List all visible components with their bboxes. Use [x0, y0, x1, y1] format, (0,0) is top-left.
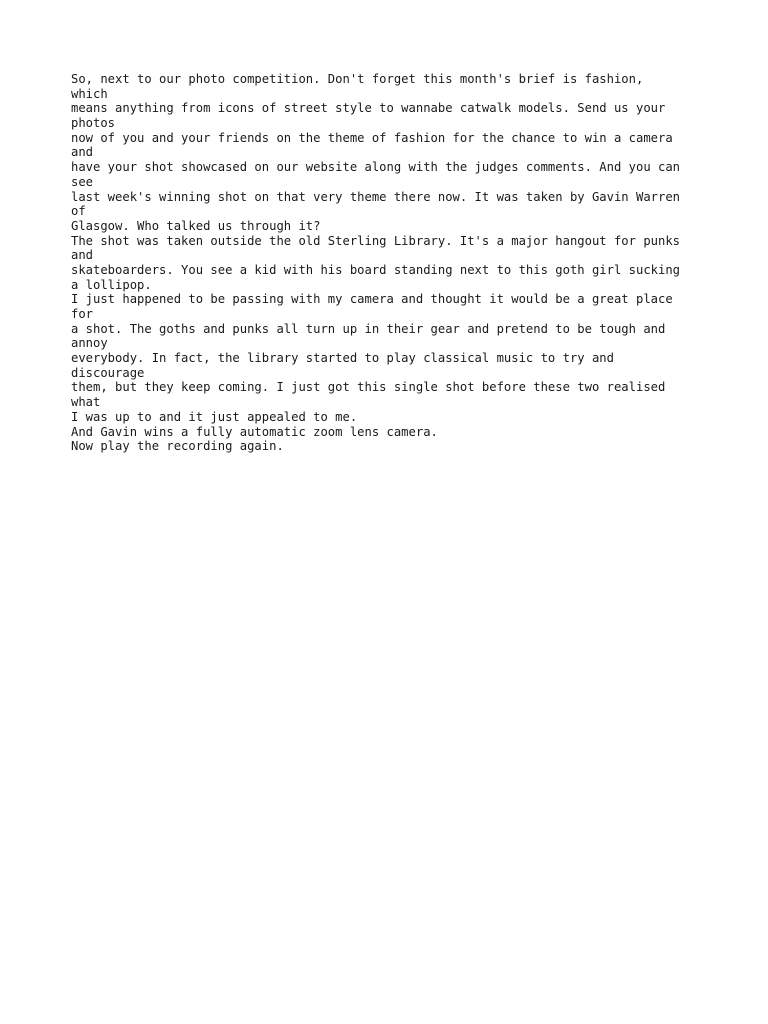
text-line: photos	[71, 116, 116, 131]
text-line: of	[71, 204, 86, 219]
text-line: see	[71, 174, 94, 189]
text-line: have your shot showcased on our website along with the judges comments. And you can	[71, 160, 681, 175]
text-line: what	[71, 395, 101, 410]
text-line: So, next to our photo competition. Don't forget this month's brief is fashion,	[71, 72, 644, 86]
text-line: last week's winning shot on that very theme there now. It was taken by Gavin Warren	[71, 189, 681, 204]
text-line: Glasgow. Who talked us through it?	[71, 218, 321, 233]
text-line: And Gavin wins a fully automatic zoom lens camera.	[71, 424, 438, 439]
text-line: I just happened to be passing with my camera and thought it would be a great place	[71, 292, 673, 307]
text-line: discourage	[71, 365, 145, 380]
text-line: for	[71, 307, 94, 321]
text-line: annoy	[71, 336, 108, 351]
text-line: which	[71, 86, 108, 101]
text-line: now of you and your friends on the theme of fashion for the chance to win a camera	[71, 130, 673, 145]
text-line: skateboarders. You see a kid with his board standing next to this goth girl sucking	[71, 262, 681, 277]
text-line: I was up to and it just appealed to me.	[71, 409, 358, 424]
transcript-text	[71, 72, 731, 454]
text-line: and	[71, 145, 94, 160]
text-line: them, but they keep coming. I just got this single shot before these two realised	[71, 380, 666, 395]
text-line: a shot. The goths and punks all turn up in their gear and pretend to be tough and	[71, 321, 666, 336]
text-line: everybody. In fact, the library started to play classical music to try and	[71, 351, 614, 366]
text-line: Now play the recording again.	[71, 439, 284, 454]
text-line: a lollipop.	[71, 277, 152, 292]
text-line: and	[71, 248, 94, 263]
text-line: The shot was taken outside the old Sterling Library. It's a major hangout for punks	[71, 233, 681, 248]
text-line: means anything from icons of street style to wannabe catwalk models. Send us your	[71, 101, 666, 116]
